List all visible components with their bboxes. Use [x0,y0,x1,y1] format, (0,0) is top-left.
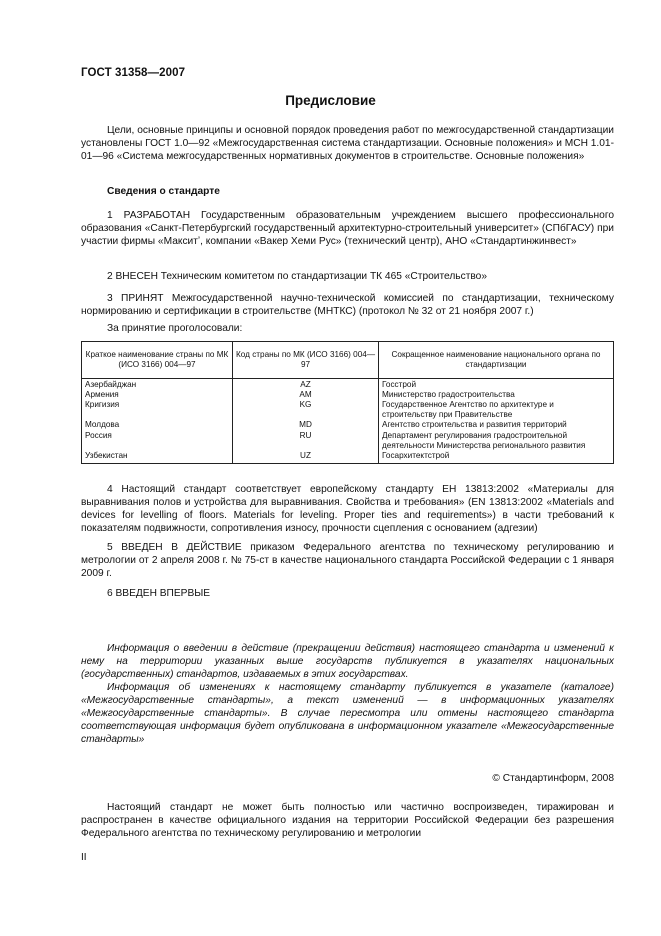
header-code: Код страны по МК (ИСО 3166) 004—97 [233,342,379,379]
info-paragraph-1 [81,642,614,681]
table-row [82,420,614,430]
header-org: Сокращенное наименование национального органа по стандартизации [379,342,614,379]
country-cell: Узбекистан [82,451,233,464]
document-header: ГОСТ 31358—2007 [81,67,186,79]
item-4 [81,483,614,535]
page-number: II [81,852,87,863]
org-cell: Министерство градостроительства [379,390,614,400]
table-row [82,380,614,390]
country-cell: Россия [82,431,233,451]
item-3 [81,292,614,318]
code-cell: UZ [233,451,379,464]
intro-paragraph [81,124,614,163]
item-5-text: 5 ВВЕДЕН В ДЕЙСТВИЕ приказом Федерального агентства по техническому регулированию и метрологии от 2 апреля 2008 г. № 75-ст в качестве национального стандарта Российской Федерации с 1 января 2009 г. [81,542,614,580]
code-cell: KG [233,400,379,420]
intro-text: Цели, основные принципы и основной порядок проведения работ по межгосударственной стандартизации установлены ГОСТ 1.0—92 «Межгосударственная система стандартизации. Основные положения» и МСН 1.01-01—96 «Система межгосударственных нормативных документов в строительстве. Основные положения» [81,125,614,163]
voting-table [81,341,614,464]
info-1-text: Информация о введении в действие (прекращении действия) настоящего стандарта и изменений к нему на территории указанных выше государств публикуется в указателях национальных (государственных) стандартов, издаваемых в этих государствах. [81,643,614,681]
section-title: Сведения о стандарте [107,186,220,197]
voted-line [81,322,614,335]
item-4-text: 4 Настоящий стандарт соответствует европейскому стандарту ЕН 13813:2002 «Материалы для выравнивания полов и устройства для выравнивания. Свойства и требования» (EN 13813:2002 «Materials and devices for levelling of floors. Materials for leveling. Proper ties and requirements») в части требований к показателям подвижности, сопротивления износу, прочности сцепления с основанием (адгезии) [81,484,614,535]
item-6-text: 6 ВВЕДЕН ВПЕРВЫЕ [107,588,211,599]
table-row [82,400,614,420]
country-cell: Молдова [82,420,233,430]
rights-paragraph [81,801,614,840]
copyright-line: © Стандартинформ, 2008 [492,773,614,784]
country-cell: Азербайджан [82,380,233,390]
code-cell: AM [233,390,379,400]
code-cell: RU [233,431,379,451]
org-cell: Департамент регулирования градостроительной деятельности Министерства регионального развития [379,431,614,451]
org-cell: Агентство строительства и развития территорий [379,420,614,430]
table-row [82,390,614,400]
info-2-text: Информация об изменениях к настоящему стандарту публикуется в указателе (каталоге) «Межгосударственные стандарты», а текст изменений — в информационных указателях «Межгосударственные стандарты». В случае пересмотра или отмены настоящего стандарта соответствующая информация будет опубликована в информационном указателе «Межгосударственные стандарты» [81,682,614,746]
info-paragraph-2 [81,681,614,746]
org-cell: Госархитектстрой [379,451,614,464]
item-6 [81,587,614,600]
item-5 [81,541,614,580]
header-country: Краткое наименование страны по МК (ИСО 3166) 004—97 [82,342,233,379]
country-cell: Кригизия [82,400,233,420]
item-2-text: 2 ВНЕСЕН Техническим комитетом по стандартизации ТК 465 «Строительство» [107,271,487,282]
item-1-text: 1 РАЗРАБОТАН Государственным образовательным учреждением высшего профессионального образования «Санкт-Петербургский государственный архитектурно-строительный университет» (СПбГАСУ) при участии фирмы «Макситʼ, компании «Вакер Хеми Рус» (технический центр), АНО «Стандартинжинвест» [81,210,614,248]
code-cell: MD [233,420,379,430]
code-cell: AZ [233,380,379,390]
item-2 [81,270,614,283]
org-cell: Госстрой [379,380,614,390]
item-3-text: 3 ПРИНЯТ Межгосударственной научно-технической комиссией по стандартизации, техническому нормированию и сертификации в строительстве (МНТКС) (протокол № 32 от 21 ноября 2007 г.) [81,293,614,318]
page-title: Предисловие [285,93,376,108]
table-header-row [82,342,614,379]
voted-text: За принятие проголосовали: [107,323,243,334]
table-row [82,431,614,451]
org-cell: Государственное Агентство по архитектуре и строительству при Правительстве [379,400,614,420]
country-cell: Армения [82,390,233,400]
item-1 [81,209,614,248]
rights-text: Настоящий стандарт не может быть полностью или частично воспроизведен, тиражирован и распространен в качестве официального издания на территории Российской Федерации без разрешения Федерального агентства по техническому регулированию и метрологии [81,802,614,840]
table-row [82,451,614,464]
